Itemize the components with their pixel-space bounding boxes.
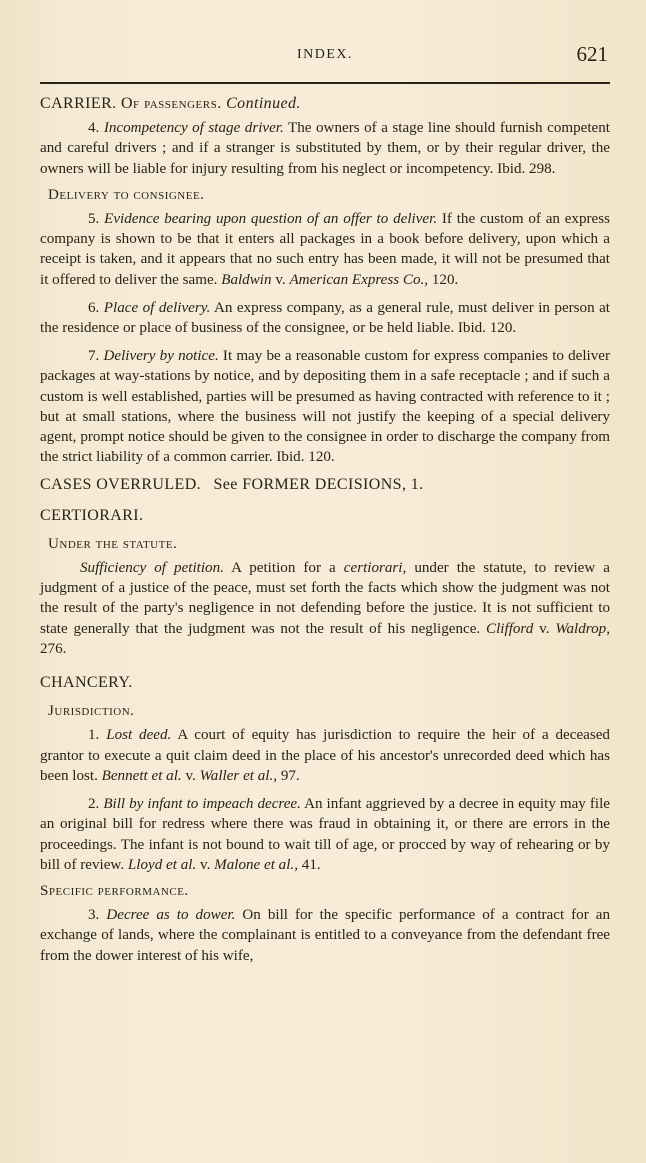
case-versus: v. (275, 271, 286, 288)
case-party: Baldwin (221, 271, 272, 288)
item-number: 1. (88, 727, 100, 744)
subheading-statute: Under the statute. (48, 535, 178, 552)
item-topic: Place of delivery. (103, 299, 211, 316)
item-text: On bill for the specific performance of a contract for an exchange of lands, where the complainant is entitled to a conveyance from the defendant free from the dower interest of his wife, (40, 907, 610, 964)
entry-heading-chancery: CHANCERY. (40, 674, 133, 692)
item-topic: Decree as to dower. (106, 907, 236, 924)
item-topic: Evidence bearing upon question of an offer to deliver. (104, 211, 438, 228)
index-item (40, 346, 610, 467)
entry-heading-certiorari: CERTIORARI. (40, 506, 144, 524)
heading-text: CASES OVERRULED. (40, 476, 202, 494)
index-item (40, 905, 610, 966)
item-text: under the statute, to review a judgment of a justice of the peace, must set forth the facts which show the judgment was not the result of the party's negligence in not defending before the justice. It is not sufficient to state generally that the judgment was not the result of his negligence. (40, 560, 610, 637)
case-party: Bennett et al. (101, 767, 182, 784)
item-number: 5. (88, 211, 100, 228)
item-number: 3. (88, 907, 100, 924)
item-number: 7. (88, 348, 100, 365)
case-party: Waldrop, (555, 620, 610, 637)
item-text: It may be a reasonable custom for express companies to deliver packages at way-stations by notice, and by depositing them in a safe receptacle ; and if such a custom is well established, parties will be presumed as having contracted with reference to it ; but at small stations, where the business will not justify the keeping of a special delivery agent, prompt notice should be given to the consignee in order to discharge the company from the strict liability of a common carrier. (40, 348, 611, 466)
heading-text: CARRIER. (40, 95, 117, 112)
cross-reference: See FORMER DECISIONS, 1. (213, 476, 424, 494)
case-page: 97. (280, 767, 300, 784)
item-topic: Delivery by notice. (103, 348, 219, 365)
item-topic: Bill by infant to impeach decree. (103, 796, 301, 813)
subheading-delivery: Delivery to consignee. (48, 186, 205, 203)
index-item (40, 725, 610, 786)
item-citation: Ibid. 120. (276, 449, 335, 466)
item-topic: Incompetency of stage driver. (103, 120, 284, 137)
index-item (40, 794, 610, 875)
case-party: American Express Co., (289, 271, 429, 288)
running-head-title: INDEX. (296, 47, 354, 62)
item-text: The owners of a stage line should furnish competent and careful drivers ; and if a stranger is substituted by them, or by their regular driver, the owners will be liable for injury resulting from his neglect or incompetency. (40, 120, 610, 177)
case-versus: v. (539, 620, 550, 637)
item-topic: Sufficiency of petition. (80, 560, 224, 577)
item-number: 4. (88, 120, 100, 137)
header-rule (40, 82, 610, 84)
case-page: 120. (431, 271, 459, 288)
case-page: 276. (40, 640, 67, 657)
item-term: certiorari, (343, 560, 407, 577)
index-item (40, 298, 610, 338)
index-content (40, 90, 610, 966)
case-party: Lloyd et al. (127, 856, 197, 873)
entry-heading-carrier (40, 94, 610, 114)
item-topic: Lost deed. (106, 727, 172, 744)
item-number: 6. (88, 299, 100, 316)
item-text: An infant aggrieved by a decree in equity may file an original bill for redress where there was fraud in obtaining it, or there are errors in the proceedings. The infant is not bound to wait till of age, or procced by way of rehearing or by bill of review. (40, 796, 610, 873)
index-item (40, 209, 610, 290)
item-citation: Ibid. 120. (457, 320, 517, 337)
index-item (40, 558, 610, 659)
case-party: Malone et al., (214, 856, 298, 873)
entry-heading-cases-overruled (40, 475, 610, 495)
page-number: 621 (576, 42, 608, 66)
item-text: If the custom of an express company is shown to be that it enters all packages in a book before delivery, upon which a receipt is taken, and it appears that no such entry has been made, it will not be presumed that it offered to deliver the same. (40, 211, 610, 288)
case-versus: v. (200, 856, 211, 873)
case-party: Waller et al., (199, 767, 278, 784)
item-text: A petition for a (231, 560, 336, 577)
running-head (40, 42, 610, 72)
case-versus: v. (185, 767, 196, 784)
subheading-specific-performance: Specific performance. (40, 882, 189, 899)
case-party: Clifford (486, 620, 534, 637)
subheading-jurisdiction: Jurisdiction. (48, 703, 135, 720)
item-number: 2. (88, 796, 100, 813)
continued-label: Continued. (226, 95, 301, 112)
item-text: A court of equity has jurisdiction to require the heir of a deceased grantor to execute a quit claim deed in the place of his ancestor's unrecorded deed which has been lost. (40, 727, 610, 784)
item-text: An express company, as a general rule, must deliver in person at the residence or place of business of the consignee, or be held liable. (40, 299, 610, 337)
subheading: Of passengers. (120, 95, 222, 112)
item-citation: Ibid. 298. (497, 160, 556, 177)
index-item (40, 118, 610, 179)
case-page: 41. (301, 856, 321, 873)
